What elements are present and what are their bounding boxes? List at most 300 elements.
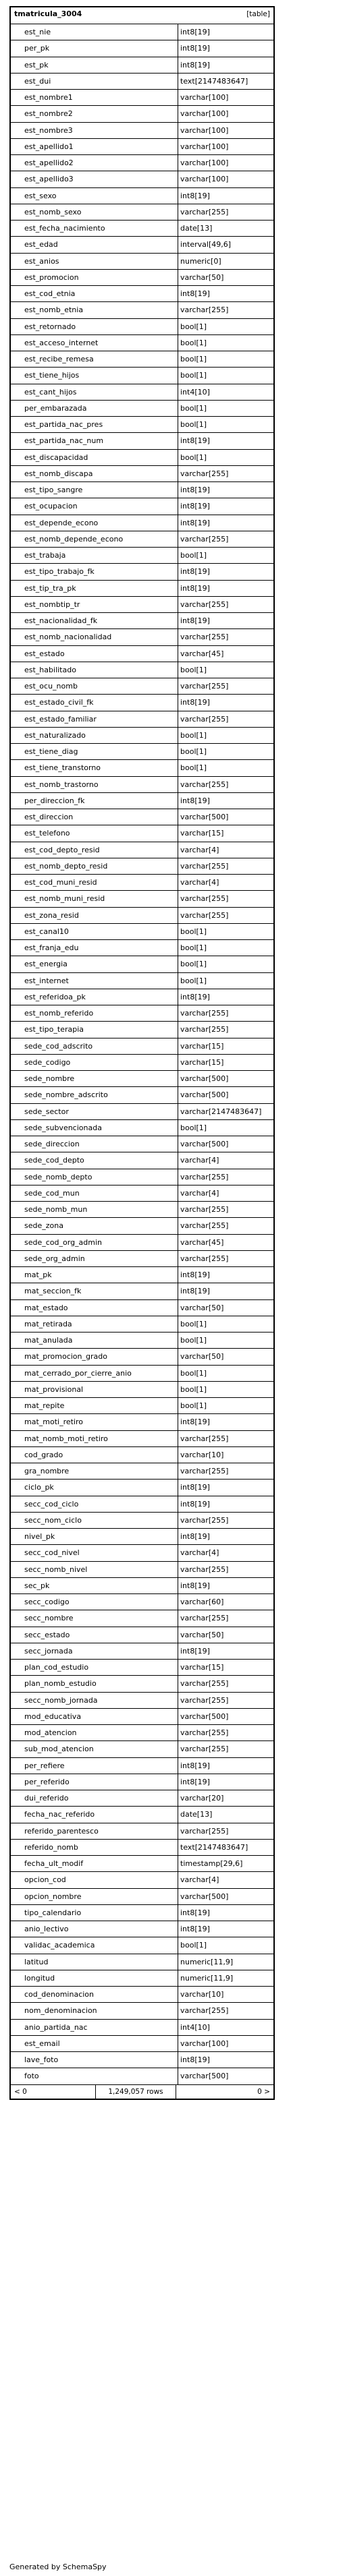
column-row[interactable] [11, 1513, 273, 1529]
column-name: mat_promocion_grado [11, 1349, 178, 1364]
column-type: bool[1] [180, 1401, 207, 1410]
column-row[interactable] [11, 809, 273, 825]
column-name: sede_nombre_adscrito [11, 1087, 178, 1103]
column-row[interactable] [11, 1463, 273, 1480]
column-name: est_internet [11, 973, 178, 989]
column-name: est_energia [11, 956, 178, 972]
column-row[interactable] [11, 1660, 273, 1676]
column-row[interactable] [11, 777, 273, 793]
column-name: est_nomb_sexo [11, 204, 178, 220]
column-row[interactable] [11, 1872, 273, 1888]
column-type: date[13] [180, 1810, 213, 1819]
column-name: secc_estado [11, 1627, 178, 1643]
column-row[interactable] [11, 171, 273, 187]
column-row[interactable] [11, 1693, 273, 1709]
column-row[interactable] [11, 564, 273, 580]
column-type: varchar[255] [180, 207, 229, 216]
column-name: mat_anulada [11, 1333, 178, 1348]
column-type: varchar[255] [180, 1614, 229, 1623]
column-row[interactable] [11, 1807, 273, 1823]
column-row[interactable] [11, 1987, 273, 2003]
column-row[interactable] [11, 515, 273, 531]
column-type: int4[10] [180, 387, 210, 397]
column-row[interactable] [11, 1120, 273, 1136]
column-row[interactable] [11, 368, 273, 384]
column-type: varchar[4] [180, 878, 219, 887]
column-name: est_acceso_internet [11, 335, 178, 351]
column-name: mat_nomb_moti_retiro [11, 1431, 178, 1446]
column-type: int8[19] [180, 289, 210, 298]
column-row[interactable] [11, 90, 273, 106]
column-row[interactable] [11, 728, 273, 744]
column-row[interactable] [11, 1496, 273, 1513]
column-row[interactable] [11, 825, 273, 842]
column-row[interactable] [11, 581, 273, 597]
column-row[interactable] [11, 1398, 273, 1414]
column-row[interactable] [11, 188, 273, 204]
column-name: sede_zona [11, 1218, 178, 1233]
column-row[interactable] [11, 1840, 273, 1856]
column-type: varchar[500] [180, 1892, 229, 1901]
column-name: est_sexo [11, 188, 178, 204]
column-name: dui_referido [11, 1790, 178, 1806]
column-type: varchar[255] [180, 714, 229, 724]
column-type: date[13] [180, 224, 213, 233]
column-name: secc_nombre [11, 1610, 178, 1626]
column-row[interactable] [11, 237, 273, 253]
column-type: varchar[255] [180, 469, 229, 478]
column-row[interactable] [11, 351, 273, 368]
child-count[interactable]: 0 > [257, 2087, 270, 2096]
column-row[interactable] [11, 335, 273, 351]
column-type: varchar[15] [180, 1041, 224, 1051]
column-row[interactable] [11, 106, 273, 122]
column-row[interactable] [11, 989, 273, 1005]
column-type: varchar[255] [180, 1515, 229, 1525]
column-type: varchar[500] [180, 813, 229, 821]
column-type: int8[19] [180, 1483, 210, 1492]
column-row[interactable] [11, 1709, 273, 1725]
column-name: sede_cod_depto [11, 1152, 178, 1168]
column-name: est_tipo_terapia [11, 1022, 178, 1037]
column-row[interactable] [11, 711, 273, 728]
column-name: est_nie [11, 24, 178, 40]
column-row[interactable] [11, 1349, 273, 1365]
column-type: int8[19] [180, 28, 210, 36]
column-name: sede_cod_mun [11, 1185, 178, 1201]
column-type: varchar[10] [180, 1990, 224, 1999]
column-type: varchar[255] [180, 1205, 229, 1214]
column-name: foto [11, 2068, 178, 2084]
column-name: est_cod_etnia [11, 286, 178, 301]
column-row[interactable] [11, 384, 273, 401]
column-row[interactable] [11, 450, 273, 466]
column-row[interactable] [11, 1480, 273, 1496]
column-row[interactable] [11, 2052, 273, 2068]
column-type: varchar[15] [180, 1663, 224, 1672]
column-row[interactable] [11, 1071, 273, 1087]
column-name: est_referidoa_pk [11, 989, 178, 1005]
column-type: bool[1] [180, 371, 207, 380]
column-name: est_trabaja [11, 548, 178, 563]
column-type: varchar[50] [180, 1630, 224, 1639]
column-row[interactable] [11, 1545, 273, 1561]
column-row[interactable] [11, 1447, 273, 1463]
column-name: opcion_nombre [11, 1889, 178, 1904]
column-name: est_nacionalidad_fk [11, 613, 178, 628]
column-row[interactable] [11, 466, 273, 482]
column-name: est_nombtip_tr [11, 597, 178, 612]
column-row[interactable] [11, 1202, 273, 1218]
column-name: est_apellido3 [11, 171, 178, 187]
column-type: varchar[4] [180, 845, 219, 854]
column-row[interactable] [11, 24, 273, 40]
column-type: varchar[255] [180, 1564, 229, 1574]
column-row[interactable] [11, 646, 273, 662]
column-row[interactable] [11, 1643, 273, 1660]
column-row[interactable] [11, 1251, 273, 1267]
column-name: per_direccion_fk [11, 793, 178, 809]
column-row[interactable] [11, 40, 273, 57]
column-type: varchar[50] [180, 1303, 224, 1312]
column-name: est_retornado [11, 319, 178, 334]
column-type: timestamp[29,6] [180, 1859, 243, 1868]
column-row[interactable] [11, 417, 273, 433]
column-row[interactable] [11, 123, 273, 139]
column-row[interactable] [11, 1087, 273, 1103]
column-name: secc_cod_ciclo [11, 1496, 178, 1512]
column-type: varchar[255] [180, 2006, 229, 2016]
column-row[interactable] [11, 254, 273, 270]
column-type: varchar[255] [180, 682, 229, 691]
column-name: est_tiene_transtorno [11, 760, 178, 775]
column-type: varchar[255] [180, 1172, 229, 1181]
column-row[interactable] [11, 1921, 273, 1937]
column-name: est_direccion [11, 809, 178, 825]
column-row[interactable] [11, 1152, 273, 1169]
parent-count[interactable]: < 0 [14, 2087, 27, 2096]
column-type: int4[10] [180, 2022, 210, 2032]
column-name: est_nombre1 [11, 90, 178, 105]
column-row[interactable] [11, 940, 273, 956]
column-name: fecha_ult_modif [11, 1856, 178, 1871]
column-name: sub_mod_atencion [11, 1741, 178, 1757]
column-type: numeric[11,9] [180, 1973, 234, 1983]
column-name: est_habilitado [11, 662, 178, 678]
column-type: varchar[100] [180, 175, 229, 184]
column-row[interactable] [11, 1774, 273, 1790]
column-type: bool[1] [180, 452, 207, 462]
column-name: sede_org_admin [11, 1251, 178, 1266]
column-type: int8[19] [180, 1499, 210, 1509]
column-type: text[2147483647] [180, 1842, 248, 1852]
column-row[interactable] [11, 760, 273, 776]
column-row[interactable] [11, 1562, 273, 1578]
column-row[interactable] [11, 1366, 273, 1382]
table-node[interactable] [9, 6, 275, 2100]
column-row[interactable] [11, 629, 273, 645]
column-name: est_ocu_nomb [11, 678, 178, 694]
column-row[interactable] [11, 695, 273, 711]
column-row[interactable] [11, 1937, 273, 1954]
column-type: int8[19] [180, 2055, 210, 2064]
column-name: est_anios [11, 254, 178, 269]
column-type: int8[19] [180, 616, 210, 625]
table-footer [11, 2085, 273, 2099]
column-type: varchar[255] [180, 910, 229, 920]
column-name: est_email [11, 2036, 178, 2051]
column-name: mat_seccion_fk [11, 1283, 178, 1299]
column-name: est_estado [11, 646, 178, 662]
column-type: varchar[4] [180, 1548, 219, 1558]
column-type: varchar[50] [180, 272, 224, 282]
column-row[interactable] [11, 401, 273, 417]
column-row[interactable] [11, 74, 273, 90]
column-row[interactable] [11, 139, 273, 155]
column-name: est_nomb_depende_econo [11, 531, 178, 547]
column-row[interactable] [11, 891, 273, 907]
column-row[interactable] [11, 1136, 273, 1152]
column-name: mat_moti_retiro [11, 1414, 178, 1430]
column-type: varchar[255] [180, 1679, 229, 1689]
column-type: int8[19] [180, 1532, 210, 1541]
column-name: est_partida_nac_num [11, 433, 178, 448]
column-type: bool[1] [180, 355, 207, 363]
column-row[interactable] [11, 1283, 273, 1299]
column-type: int8[19] [180, 992, 210, 1001]
column-row[interactable] [11, 793, 273, 809]
column-name: est_nomb_muni_resid [11, 891, 178, 906]
column-name: est_cod_depto_resid [11, 842, 178, 858]
column-row[interactable] [11, 1889, 273, 1905]
column-name: referido_parentesco [11, 1823, 178, 1839]
column-name: cod_grado [11, 1447, 178, 1463]
column-name: est_partida_nac_pres [11, 417, 178, 432]
column-row[interactable] [11, 973, 273, 989]
column-row[interactable] [11, 1235, 273, 1251]
column-type: varchar[500] [180, 2072, 229, 2081]
column-row[interactable] [11, 1725, 273, 1741]
column-row[interactable] [11, 1055, 273, 1071]
column-row[interactable] [11, 1741, 273, 1757]
column-type: varchar[255] [180, 1467, 229, 1475]
column-row[interactable] [11, 597, 273, 613]
column-name: est_nombre2 [11, 106, 178, 121]
column-type: bool[1] [180, 943, 207, 952]
column-row[interactable] [11, 57, 273, 74]
column-type: bool[1] [180, 1319, 207, 1328]
column-type: varchar[255] [180, 305, 229, 315]
column-name: latitud [11, 1954, 178, 1970]
column-name: est_apellido1 [11, 139, 178, 154]
column-type: int8[19] [180, 502, 210, 511]
column-row[interactable] [11, 1954, 273, 1970]
column-row[interactable] [11, 286, 273, 302]
column-row[interactable] [11, 1431, 273, 1447]
column-name: est_nomb_referido [11, 1005, 178, 1021]
column-row[interactable] [11, 531, 273, 548]
column-list [11, 24, 273, 2085]
column-row[interactable] [11, 1022, 273, 1038]
column-type: bool[1] [180, 747, 207, 756]
column-name: referido_nomb [11, 1840, 178, 1855]
column-type: varchar[255] [180, 1434, 229, 1443]
column-type: varchar[255] [180, 1025, 229, 1034]
column-row[interactable] [11, 1316, 273, 1333]
column-type: varchar[255] [180, 1826, 229, 1836]
column-row[interactable] [11, 155, 273, 171]
column-row[interactable] [11, 482, 273, 498]
column-type: int8[19] [180, 1908, 210, 1917]
column-row[interactable] [11, 1333, 273, 1349]
column-row[interactable] [11, 842, 273, 858]
column-row[interactable] [11, 924, 273, 940]
column-type: interval[49,6] [180, 240, 232, 250]
column-type: varchar[45] [180, 649, 224, 658]
column-row[interactable] [11, 2020, 273, 2036]
column-row[interactable] [11, 744, 273, 760]
column-row[interactable] [11, 2003, 273, 2019]
column-type: varchar[10] [180, 1450, 224, 1459]
column-row[interactable] [11, 221, 273, 237]
column-row[interactable] [11, 1267, 273, 1283]
column-name: est_nomb_nacionalidad [11, 629, 178, 645]
table-header [11, 7, 273, 24]
column-row[interactable] [11, 1856, 273, 1872]
column-row[interactable] [11, 1627, 273, 1643]
column-name: mod_atencion [11, 1725, 178, 1740]
column-row[interactable] [11, 613, 273, 629]
column-type: varchar[20] [180, 1794, 224, 1803]
column-row[interactable] [11, 1300, 273, 1316]
column-type: int8[19] [180, 1925, 210, 1933]
column-type: int8[19] [180, 191, 210, 200]
column-row[interactable] [11, 1529, 273, 1545]
column-type: bool[1] [180, 1336, 207, 1345]
column-name: per_refiere [11, 1758, 178, 1774]
column-row[interactable] [11, 908, 273, 924]
column-row[interactable] [11, 875, 273, 891]
column-row[interactable] [11, 1610, 273, 1627]
column-name: est_tiene_hijos [11, 368, 178, 383]
column-row[interactable] [11, 1905, 273, 1921]
column-name: longitud [11, 1970, 178, 1986]
column-type: bool[1] [180, 763, 207, 773]
column-row[interactable] [11, 1169, 273, 1185]
column-row[interactable] [11, 1578, 273, 1594]
column-name: est_tip_tra_pk [11, 581, 178, 596]
column-row[interactable] [11, 1005, 273, 1022]
column-row[interactable] [11, 2068, 273, 2084]
column-row[interactable] [11, 678, 273, 695]
column-row[interactable] [11, 1823, 273, 1840]
column-row[interactable] [11, 1038, 273, 1055]
column-type: numeric[0] [180, 256, 221, 266]
column-type: varchar[100] [180, 109, 229, 119]
column-row[interactable] [11, 1185, 273, 1202]
column-type: bool[1] [180, 665, 207, 674]
column-name: est_nomb_discapa [11, 466, 178, 481]
column-name: ciclo_pk [11, 1480, 178, 1495]
column-name: per_pk [11, 40, 178, 56]
column-row[interactable] [11, 1382, 273, 1398]
column-type: int8[19] [180, 1581, 210, 1590]
column-row[interactable] [11, 1104, 273, 1120]
column-name: est_promocion [11, 270, 178, 285]
column-row[interactable] [11, 1970, 273, 1987]
column-name: est_nomb_trastorno [11, 777, 178, 792]
column-row[interactable] [11, 1790, 273, 1807]
table-title[interactable]: tmatricula_3004 [14, 9, 82, 18]
column-type: varchar[45] [180, 1237, 224, 1247]
column-name: est_edad [11, 237, 178, 252]
column-type: varchar[255] [180, 780, 229, 789]
column-row[interactable] [11, 548, 273, 564]
column-name: gra_nombre [11, 1463, 178, 1479]
column-name: est_depende_econo [11, 515, 178, 531]
column-name: secc_nom_ciclo [11, 1513, 178, 1528]
column-type: varchar[255] [180, 1728, 229, 1737]
column-row[interactable] [11, 319, 273, 335]
column-type: varchar[255] [180, 534, 229, 544]
column-type: varchar[255] [180, 1009, 229, 1018]
column-name: mat_cerrado_por_cierre_anio [11, 1366, 178, 1381]
column-row[interactable] [11, 858, 273, 875]
column-type: bool[1] [180, 551, 207, 560]
column-type: varchar[4] [180, 1188, 219, 1198]
column-type: int8[19] [180, 1287, 210, 1296]
column-type: bool[1] [180, 1941, 207, 1950]
column-row[interactable] [11, 1594, 273, 1610]
column-name: est_estado_familiar [11, 711, 178, 727]
column-row[interactable] [11, 433, 273, 449]
column-type: varchar[2147483647] [180, 1107, 262, 1116]
column-type: varchar[500] [180, 1090, 229, 1100]
column-name: secc_codigo [11, 1594, 178, 1610]
column-row[interactable] [11, 956, 273, 972]
column-type: numeric[11,9] [180, 1957, 234, 1966]
column-name: est_tiene_diag [11, 744, 178, 759]
table-kind-label: [table] [246, 10, 270, 18]
column-name: sede_sector [11, 1104, 178, 1119]
column-type: varchar[255] [180, 1254, 229, 1263]
column-row[interactable] [11, 204, 273, 221]
column-row[interactable] [11, 498, 273, 515]
column-type: bool[1] [180, 1123, 207, 1132]
column-name: est_telefono [11, 825, 178, 841]
column-name: est_ocupacion [11, 498, 178, 514]
column-name: sede_nomb_depto [11, 1169, 178, 1185]
column-name: est_franja_edu [11, 940, 178, 956]
column-name: est_canal10 [11, 924, 178, 939]
column-name: per_embarazada [11, 401, 178, 416]
column-type: varchar[255] [180, 599, 229, 609]
column-type: varchar[15] [180, 829, 224, 838]
column-row[interactable] [11, 662, 273, 678]
column-name: sede_nombre [11, 1071, 178, 1086]
column-row[interactable] [11, 1758, 273, 1774]
column-row[interactable] [11, 1676, 273, 1692]
column-row[interactable] [11, 270, 273, 286]
column-type: varchar[100] [180, 158, 229, 167]
column-row[interactable] [11, 2036, 273, 2052]
column-row[interactable] [11, 302, 273, 318]
column-row[interactable] [11, 1414, 273, 1430]
column-name: plan_nomb_estudio [11, 1676, 178, 1691]
column-name: est_fecha_nacimiento [11, 221, 178, 236]
column-type: varchar[50] [180, 1352, 224, 1362]
column-row[interactable] [11, 1218, 273, 1234]
